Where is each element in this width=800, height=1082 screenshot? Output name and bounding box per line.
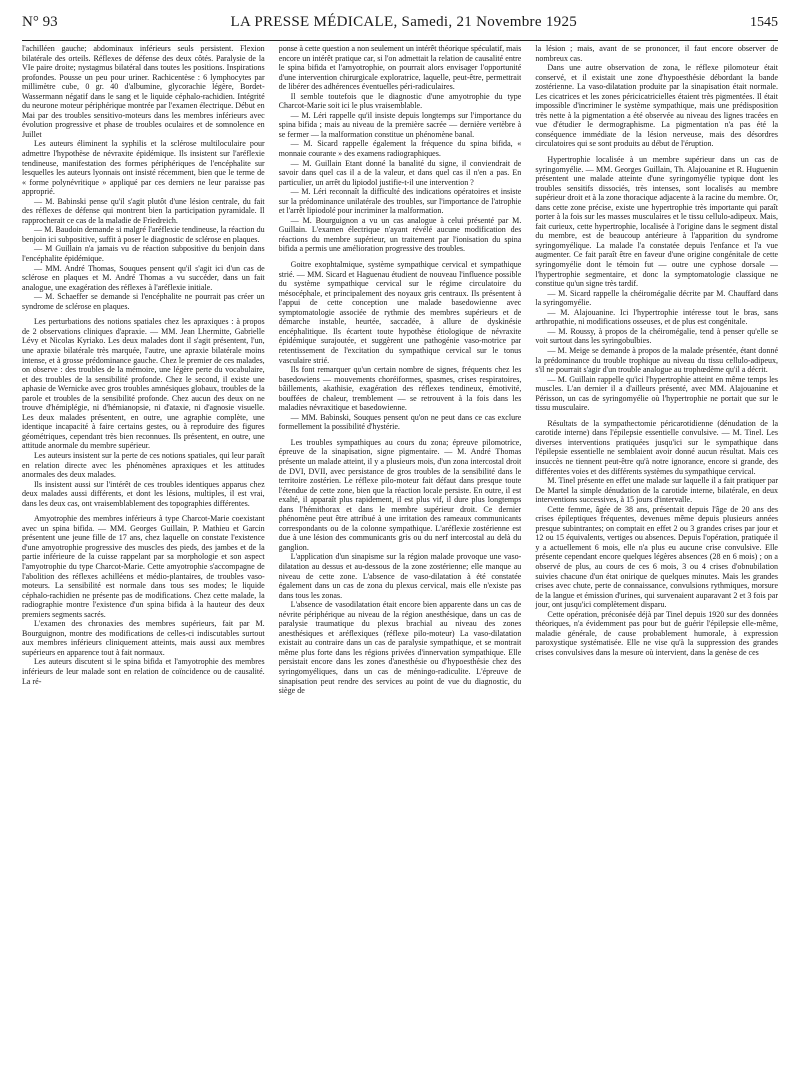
paragraph: — M. Babinski pense qu'il s'agit plutôt d'une lésion centrale, du fait des réflexes de défense qui montrent bien la participation pyramidale. Il rapprocherait ce cas de la maladie de Friedreich. (22, 196, 265, 225)
paragraph: Goitre exophtalmique, système sympathique cervical et sympathique strié. — MM. Sicard et Haguenau étudient de nouveau l'influence possible du système sympathique cervical sur le régime circulatoire du mésocéphale, et principalement des noyaux gris centraux. Ils présentent à l'appui de cette conception une malade basedowienne avec symptomatologie associée de rythmie des membres supérieurs et de démarche instable, heurtée, saccadée, à allure de dyskinésie encéphalitique. Ils écartent toute hypothèse étiologique de névraxite épidémique surajoutée, et suggèrent une pathogénie vaso-motrice par retentissement de l'excitation du sympathique cervical sur le tonus vasculaire strié. (278, 260, 522, 365)
paragraph: M. Tinel présente en effet une malade sur laquelle il a fait pratiquer par De Martel la simple dénudation de la carotide interne, bilatérale, en deux interventions successives, à 15 jours d'intervalle. (535, 476, 779, 505)
paragraph: l'achilléen gauche; abdominaux inférieurs seuls persistent. Flexion bilatérale des orteils. Réflexes de défense des deux côtés. Paralysie de la VIe paire droite; nystagmus bilatéral dans toutes les positions. Inspirations profondes. Pousse un peu pour uriner. Rachicentèse : 6 lymphocytes par millimètre cube, 0 gr. 40 d'albumine, glycorachie légère, Bordet-Wassermann négatif dans le sang et le liquide céphalo-rachidien. Intégrité du neurone moteur périphérique montrée par l'examen électrique. Début en Mai par des troubles sensitivo-moteurs dans les membres inférieurs avec évolution progressive et phase de troubles oculaires et de somnolence en Juillet (22, 44, 265, 139)
page-header (22, 14, 778, 36)
paragraph: — M. Guillain Etant donné la banalité du signe, il conviendrait de savoir dans quel cas il a de la valeur, et dans quel cas il n'en a pas. En particulier, un arrêt du lipiodol justifie-t-il une intervention ? (278, 158, 522, 187)
paragraph: — M. Sicard rappelle la chéiromégalie décrite par M. Chauffard dans la syringomyélie. (535, 288, 779, 308)
column-3 (535, 44, 778, 1072)
paragraph: Cette femme, âgée de 38 ans, présentait depuis l'âge de 20 ans des crises épileptiques fréquentes, devenues même depuis plusieurs années presque subintrantes; on comptait en effet 2 ou 3 grandes crises par jour et 12 ou 15 équivalents, vertiges ou absences. Depuis l'opération, pratiquée il y a actuellement 6 mois, elle n'a plus eu aucune crise convulsive. Elle présente cependant encore quelques légères absences (28 en 6 mois) ; on a observé de plus, au cours de ces 6 mois, 3 ou 4 crises d'obnubilation suivies chacune d'un état onirique de quelques minutes. Mais les grandes crises avec chute, perte de connaissance, convulsions rythmiques, morsure de la langue et émission d'urines, qui survenaient auparavant 2 et 3 fois par jour, ont jusqu'ici complètement disparu. (535, 504, 779, 610)
paragraph: — MM. Babinski, Souques pensent qu'on ne peut dans ce cas exclure formellement la possibilité d'hystérie. (278, 412, 522, 432)
paragraph: Les troubles sympathiques au cours du zona; épreuve pilomotrice, épreuve de la sinapisation, signe pigmentaire. — M. André Thomas présente un malade atteint, il y a plusieurs mois, d'un zona intercostal droit de DVI, DVII, avec persistance de gros troubles de la sensibilité dans le territoire zostérien. Le réflexe pilo-moteur fait défaut dans presque toute l'étendue de cette zone, bien que la réaction locale persiste. En outre, il est exalté, il apparaît plus rapidement, il est plus vif, il dure plus longtemps dans l'hémithorax et dans le membre supérieur droit. Ce dernier phénomène peut être attribué à une irritation des rameaux communicants correspondants ou de la colonne sympathique. L'aréflexie zostérienne est due à une lésion des communicants gris ou du nerf intercostal au delà du ganglion. (278, 437, 522, 552)
paragraph: Les auteurs discutent si le spina bifida et l'amyotrophie des membres inférieurs de leur malade sont en relation de coïncidence ou de causalité. La ré- (22, 657, 265, 686)
paragraph: Dans une autre observation de zona, le réflexe pilomoteur était conservé, et il existait une zone d'hypoesthésie débordant la bande zostérienne. La vaso-dilatation produite par la sinapisation était normale. Les cicatrices et les zones péricicatricielles étaient très pigmentées. Il était impossible d'incriminer le système sympathique, mais une prédisposition très nette à la pigmentation a été observée au niveau des lignes tracées en vue d'étudier le dermographisme. La pigmentation n'a pas été la conséquence immédiate de la lésion nerveuse, mais des désordres circulatoires qui se sont produits au début de l'éruption. (535, 63, 779, 149)
paragraph: — M. Roussy, à propos de la chéiromégalie, tend à penser qu'elle se voit surtout dans les syringobulbies. (535, 326, 779, 346)
column-2 (279, 44, 522, 1072)
issue-number: N° 93 (22, 14, 58, 30)
header-rule (22, 40, 778, 41)
paragraph: — MM. André Thomas, Souques pensent qu'il s'agit ici d'un cas de sclérose en plaques et M. André Thomas a vu succéder, dans un fait analogue, une exagération des réflexes à l'aréflexie initiale. (22, 263, 265, 292)
paragraph: — M. Bourguignon a vu un cas analogue à celui présenté par M. Guillain. L'examen électrique n'ayant révélé aucune modification des réactions du membre supérieur, un traitement par l'ionisation du spina bifida a permis une amélioration progressive des troubles. (278, 215, 522, 254)
paragraph: — M. Alajouanine. Ici l'hypertrophie intéresse tout le bras, sans arthropathie, ni modifications osseuses, et de plus est congénitale. (535, 307, 779, 327)
paragraph: Ils insistent aussi sur l'intérêt de ces troubles identiques apparus chez deux malades aussi différents, et dont les lésions, multiples, il est vrai, dans les deux cas, ont vraisemblablement des topographies différentes. (22, 479, 265, 508)
article-columns (22, 44, 778, 1072)
paragraph: Hypertrophie localisée à un membre supérieur dans un cas de syringomyélie. — MM. Georges Guillain, Th. Alajouanine et R. Huguenin présentent une malade atteinte d'une syringomyélie typique dont les troubles sensitifs dissociés, très intenses, sont localisés au membre supérieur droit et à la zone thoracique adjacente à la racine du membre. Or, dans cette zone précise, existe une hypertrophie très importante qui paraît porter à la fois sur les masses musculaires et le tissu cellulo-adipeux. Mais, fait curieux, cette hypertrophie, localisée à l'origine dans le segment distal du membre, est de beaucoup antérieure à l'apparition du syndrome syringomyélique. La malade l'a constatée depuis l'enfance et l'a vue augmenter. Ce fait paraît être en faveur d'une origine congénitale de cette syringomyélie dont le témoin fut — outre une cyphose dorsale — l'hypertrophie segmentaire, et donc la symptomatologie classique ne constitue qu'un signe très tardif. (535, 155, 779, 289)
paragraph: — M. Baudoin demande si malgré l'aréflexie tendineuse, la réaction du benjoin ici subpositive, suffit à poser le diagnostic de sclérose en plaques. (22, 225, 265, 244)
column-1 (22, 44, 265, 1072)
paragraph: la lésion ; mais, avant de se prononcer, il faut encore observer de nombreux cas. (535, 44, 779, 63)
paragraph: — M. Léri rappelle qu'il insiste depuis longtemps sur l'importance du spina bifida ; mais au niveau de la première sacrée — dernière vertèbre à se fermer — la malformation constitue un phénomène banal. (278, 110, 522, 139)
paragraph: — M. Meige se demande à propos de la malade présentée, étant donné la prédominance du trouble trophique au niveau du tissu cellulo-adipeux, s'il ne pourrait s'agir d'un trouble analogue au trophœdème qu'il a décrit. (535, 345, 779, 375)
page-number: 1545 (750, 15, 778, 30)
paragraph: Cette opération, préconisée déjà par Tinel depuis 1920 sur des données théoriques, n'a évidemment pas pour but de guérir l'épilepsie elle-même, maladie générale, de cause probablement humorale, à expression paroxystique systématisée. Elle ne vise qu'à la suppression des grandes crises convulsives dans la mesure où intervient, dans la genèse de ces (535, 609, 779, 657)
paragraph: Les auteurs éliminent la syphilis et la sclérose multiloculaire pour admettre l'hypothèse de névraxite épidémique. Ils insistent sur l'aréflexie tendineuse, manifestation des formes périphériques de l'encéphalite sur lesquelles les auteurs lyonnais ont insisté récemment, bien que le terme de « forme polynévritique » appliqué par ces derniers ne leur paraisse pas approprié. (22, 139, 265, 197)
paragraph: Il semble toutefois que le diagnostic d'une amyotrophie du type Charcot-Marie soit ici le plus vraisemblable. (278, 91, 522, 111)
paragraph: — M. Guillain rappelle qu'ici l'hypertrophie atteint en même temps les muscles. L'an dernier il a d'ailleurs présenté, avec MM. Alajouanine et Périsson, un cas de syringomyélie où l'hypertrophie ne portait que sur le tissu musculaire. (535, 374, 779, 413)
paragraph: Résultats de la sympathectomie péricarotidienne (dénudation de la carotide interne) dans l'épilepsie essentielle convulsive. — M. Tinel. Les diverses interventions pratiquées jusqu'ici sur le sympathique dans l'épilepsie essentielle ne semblaient avoir donné aucun résultat. Mais ces insuccès ne tiennent peut-être qu'à notre ignorance, encore si grande, des différentes voies et des différents systèmes du sympathique cervical. (535, 418, 779, 476)
paragraph: Ils font remarquer qu'un certain nombre de signes, fréquents chez les basedowiens — mouvements choréiformes, spasmes, crises respiratoires, bâillements, akathisie, exagération des réflexes tendineux, émotivité, bouffées de chaleur, tremblement — se retrouvent à la fois dans les maladies névraxitique et basedowienne. (278, 365, 522, 413)
paragraph: ponse à cette question a non seulement un intérêt théorique spéculatif, mais encore un intérêt pratique car, si l'on admettait la relation de causalité entre le spina bifida et l'amyotrophie, on pourrait alors envisager l'opportunité d'une intervention chirurgicale exploratrice, laquelle, peut-être, permettrait de libérer des adhérences éventuelles péri-radiculaires. (278, 44, 522, 92)
paragraph: L'application d'un sinapisme sur la région malade provoque une vaso-dilatation au dessus et au-dessous de la zone zostérienne; elle manque au niveau de cette zone. L'absence de vaso-dilatation à été constatée également dans un cas de zona du plexus cervical, mais elle n'existe pas dans tous les zonas. (278, 552, 522, 600)
paragraph: Les perturbations des notions spatiales chez les apraxiques : à propos de 2 observations cliniques d'apraxie. — MM. Jean Lhermitte, Gabrielle Lévy et Nicolas Kyriako. Les deux malades dont il s'agit présentent, l'un, une apraxie bilatérale très marquée, l'autre, une apraxie bilatérale moins intense, et à grosse prédominance gauche. Chez le premier de ces malades, on observe : des troubles de la mémoire, une légère perte du vocabulaire, et des troubles de la sensibilité profonde. Chez le second, il existe une aphasie de Wernicke avec gros troubles amnésiques globaux, troubles de la parole et troubles de la sensibilité profonde. Chez aucun des deux on ne trouve d'hémiplégie, ni d'hémianopsie, ni d'ataxie, ni d'agnosie visuelle. Les deux malades présentent, en outre, une agraphie complète, une identique incapacité à faire certains gestes, ou à reproduire des figures géométriques, cependant très bien reconnues. Ils présentent, en outre, une attitude anormale du membre supérieur. (22, 317, 265, 451)
journal-title: LA PRESSE MÉDICALE, Samedi, 21 Novembre 1925 (230, 14, 578, 30)
paragraph: — M Guillain n'a jamais vu de réaction subpositive du benjoin dans l'encéphalite épidémique. (22, 244, 265, 264)
paragraph: Les auteurs insistent sur la perte de ces notions spatiales, qui leur paraît en relation directe avec les phénomènes apraxiques et les attitudes anormales des deux malades. (22, 450, 265, 480)
paragraph: — M. Sicard rappelle également la fréquence du spina bifida, « monnaie courante » des examens radiographiques. (278, 139, 522, 159)
paragraph: — M. Schaeffer se demande si l'encéphalite ne pourrait pas créer un syndrome de sclérose en plaques. (22, 292, 265, 311)
paragraph: Amyotrophie des membres inférieurs à type Charcot-Marie coexistant avec un spina bifida. — MM. Georges Guillain, P. Mathieu et Garcin présentent une jeune fille de 17 ans, chez laquelle on constate l'existence d'une amyotrophie progressive des muscles des pieds, des jambes et de la partie inférieure de la cuisse rappelant par sa morphologie et son aspect l'amyotrophie du type Charcot-Marie. Cette amyotrophie s'accompagne de l'abolition des réflexes achilléens et médio-plantaires, de troubles vaso-moteurs. La sensibilité est normale dans tous ses modes; le liquide céphalo-rachidien ne présente pas de modifications. Chez cette malade, la radiographie montre l'existence d'un spina bifida à la hauteur des deux premiers segments sacrés. (22, 514, 265, 619)
paragraph: L'absence de vasodilatation était encore bien apparente dans un cas de névrite périphérique au niveau de la région anesthésique, dans un cas de paralysie traumatique du plexus brachial au niveau des zones anesthésiques et aréflexiques (réflexe pilo-moteur) La vaso-dilatation existait au contraire dans un cas de paralysie sympathique, et se montrait même plus forte dans les régions privées d'innervation sympathique. Elle persistait encore dans les zones d'anesthésie ou d'hypoesthésie chez des syringomyéliques, dans un cas de méningo-radiculite. L'épreuve de sinapisation peut rendre des services au point de vue du diagnostic, du siège de (278, 600, 522, 696)
paragraph: L'examen des chronaxies des membres supérieurs, fait par M. Bourguignon, montre des modifications de celles-ci indiscutables surtout aux membres inférieurs cliniquement atteints, mais aussi aux membres supérieurs en apparence tout à fait normaux. (22, 619, 265, 657)
paragraph: — M. Léri reconnaît la difficulté des indications opératoires et insiste sur la prédominance unilatérale des troubles, sur l'importance de l'atrophie et l'arrêt lipiodolé pour incriminer la malformation. (278, 187, 522, 216)
